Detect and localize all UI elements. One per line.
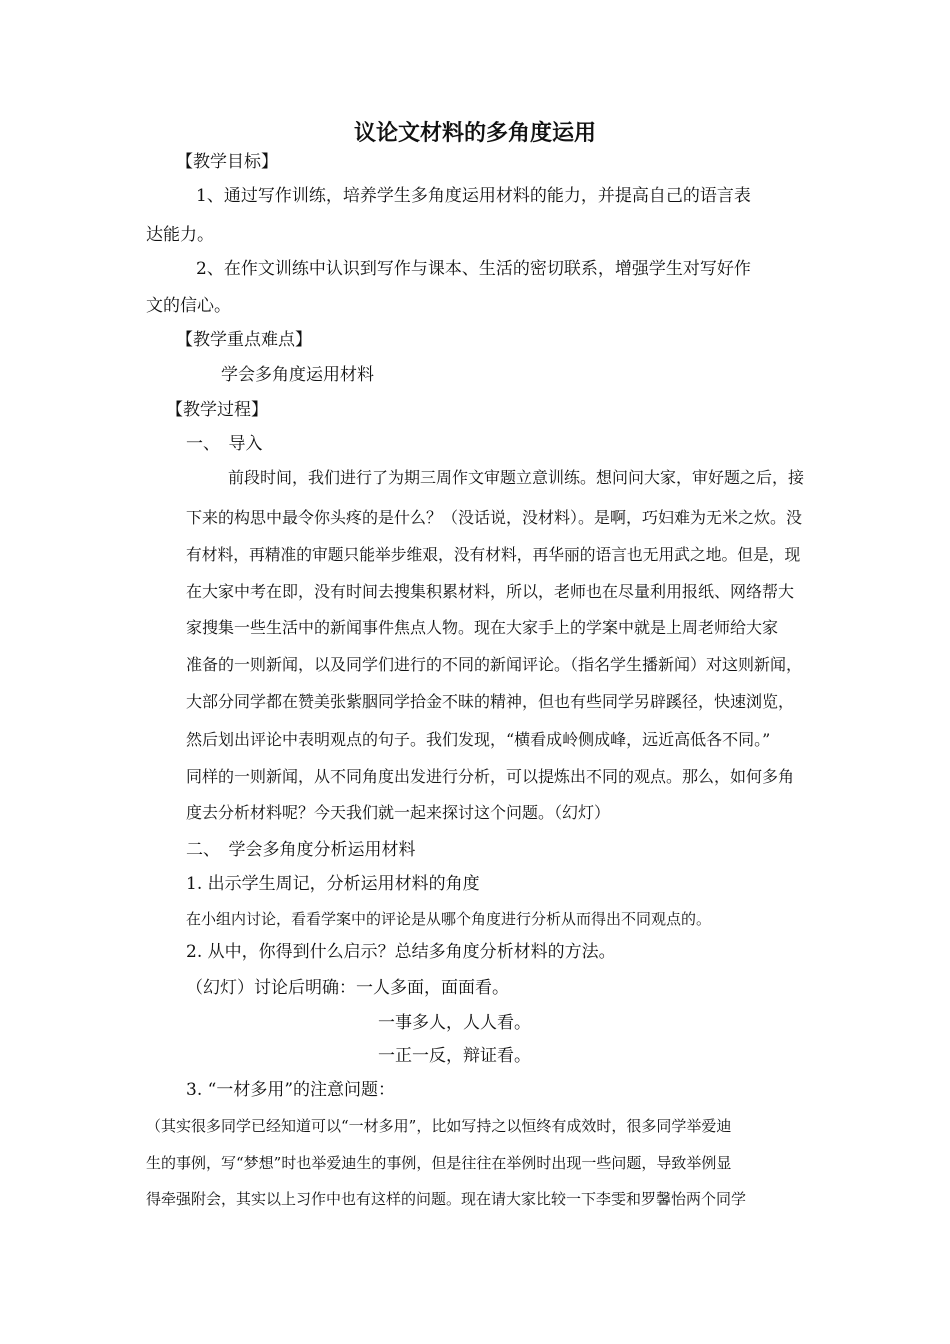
intro-line: 前段时间，我们进行了为期三周作文审题立意训练。想问问大家，审好题之后，接	[228, 468, 805, 487]
item-1: 1. 出示学生周记，分析运用材料的角度	[186, 874, 480, 894]
item-3: 3. “一材多用”的注意问题：	[186, 1080, 396, 1100]
item-2: 2. 从中，你得到什么启示？总结多角度分析材料的方法。	[186, 942, 616, 962]
goal-2-line-1: 2、在作文训练中认识到写作与课本、生活的密切联系，增强学生对写好作	[196, 259, 751, 279]
section-1-heading: 一、 导入	[186, 434, 263, 454]
item-1-note: 在小组内讨论，看看学案中的评论是从哪个角度进行分析从而得出不同观点的。	[186, 910, 712, 928]
goal-2-line-2: 文的信心。	[146, 296, 231, 316]
item-3-line: 得牵强附会，其实以上习作中也有这样的问题。现在请大家比较一下李雯和罗馨怡两个同学	[146, 1190, 747, 1208]
intro-line: 度去分析材料呢？今天我们就一起来探讨这个问题。（幻灯）	[186, 803, 611, 822]
intro-line: 下来的构思中最令你头疼的是什么？（没话说，没材料）。是啊，巧妇难为无米之炊。没	[186, 508, 803, 527]
intro-line: 家搜集一些生活中的新闻事件焦点人物。现在大家手上的学案中就是上周老师给大家	[186, 618, 779, 637]
key-heading: 【教学重点难点】	[176, 330, 312, 350]
intro-line: 然后划出评论中表明观点的句子。我们发现，“横看成岭侧成峰，远近高低各不同。”	[186, 730, 771, 749]
intro-line: 大部分同学都在赞美张紫胭同学拾金不昧的精神，但也有些同学另辟蹊径，快速浏览，	[186, 692, 795, 711]
document-title: 议论文材料的多角度运用	[353, 121, 596, 146]
item-2-answer-b: 一事多人，人人看。	[378, 1013, 531, 1033]
item-2-answer: （幻灯）讨论后明确：一人多面，面面看。	[186, 978, 509, 998]
goal-heading: 【教学目标】	[176, 152, 278, 172]
goal-1-line-2: 达能力。	[146, 225, 214, 245]
intro-line: 准备的一则新闻，以及同学们进行的不同的新闻评论。（指名学生播新闻）对这则新闻，	[186, 655, 803, 674]
section-2-heading: 二、 学会多角度分析运用材料	[186, 840, 416, 860]
item-2-answer-c: 一正一反，辩证看。	[378, 1046, 531, 1066]
process-heading: 【教学过程】	[166, 400, 268, 420]
intro-line: 有材料，再精准的审题只能举步维艰，没有材料，再华丽的语言也无用武之地。但是，现	[186, 545, 801, 564]
intro-line: 同样的一则新闻，从不同角度出发进行分析，可以提炼出不同的观点。那么，如何多角	[186, 767, 795, 786]
key-text: 学会多角度运用材料	[221, 365, 374, 385]
item-3-line: （其实很多同学已经知道可以“一材多用”，比如写持之以恒终有成效时，很多同学举爱迪	[146, 1117, 732, 1135]
item-3-line: 生的事例，写“梦想”时也举爱迪生的事例，但是往往在举例时出现一些问题，导致举例显	[146, 1154, 732, 1172]
goal-1-line-1: 1、通过写作训练，培养学生多角度运用材料的能力，并提高自己的语言表	[196, 186, 751, 206]
intro-line: 在大家中考在即，没有时间去搜集积累材料，所以，老师也在尽量利用报纸、网络帮大	[186, 582, 795, 601]
